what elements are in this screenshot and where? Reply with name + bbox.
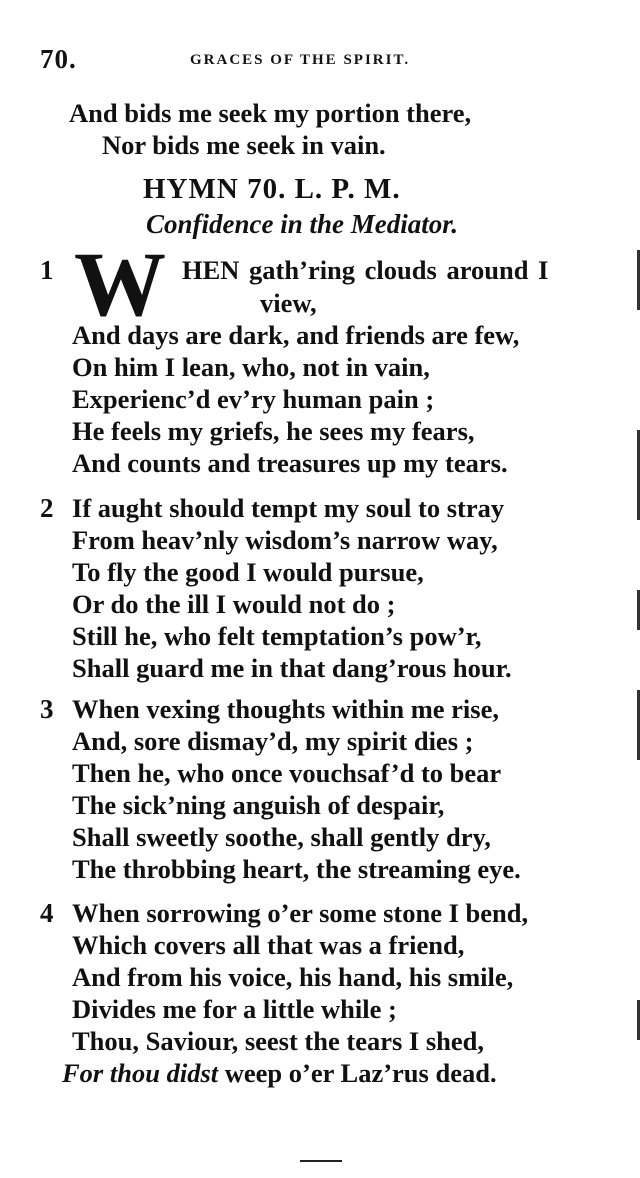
verse-number: 1 xyxy=(40,255,54,285)
page-number: 70. xyxy=(40,44,77,74)
running-head xyxy=(40,44,600,74)
carryover-line: Nor bids me seek in vain. xyxy=(102,130,386,160)
verse-line: To fly the good I would pursue, xyxy=(72,557,424,587)
verse-line: Experienc’d ev’ry human pain ; xyxy=(72,384,435,414)
line-remainder: weep o’er Laz’rus dead. xyxy=(218,1058,497,1088)
running-title: GRACES OF THE SPIRIT. xyxy=(190,52,411,68)
verse-line: Or do the ill I would not do ; xyxy=(72,589,396,619)
verse-line: HEN gath’ring clouds around I xyxy=(182,255,549,285)
verse-line: Divides me for a little while ; xyxy=(72,994,397,1024)
verse-line: And, sore dismay’d, my spirit dies ; xyxy=(72,726,474,756)
verse-line: Shall guard me in that dang’rous hour. xyxy=(72,653,512,683)
drop-cap: W xyxy=(74,233,166,335)
verse-line: Still he, who felt temptation’s pow’r, xyxy=(72,621,482,651)
verse-line: Thou, Saviour, seest the tears I shed, xyxy=(72,1026,485,1056)
carryover-line: And bids me seek my portion there, xyxy=(69,98,472,128)
verse-line-last xyxy=(62,1058,497,1088)
verse-line: The sick’ning anguish of despair, xyxy=(72,790,445,820)
verse-line: From heav’nly wisdom’s narrow way, xyxy=(72,525,498,555)
verse-line: When sorrowing o’er some stone I bend, xyxy=(72,898,529,928)
verse-line: When vexing thoughts within me rise, xyxy=(72,694,499,724)
verse-line: He feels my griefs, he sees my fears, xyxy=(72,416,475,446)
verse-line: And from his voice, his hand, his smile, xyxy=(72,962,514,992)
verse-number: 2 xyxy=(40,493,54,523)
verse-line: And days are dark, and friends are few, xyxy=(72,320,520,350)
verse-line: Shall sweetly soothe, shall gently dry, xyxy=(72,822,491,852)
closing-rule xyxy=(300,1160,342,1162)
verse-number: 3 xyxy=(40,694,54,724)
verse-line: And counts and treasures up my tears. xyxy=(72,448,508,478)
verse-line: view, xyxy=(260,288,317,318)
verse-line: If aught should tempt my soul to stray xyxy=(72,493,505,523)
verse-line: Then he, who once vouchsaf’d to bear xyxy=(72,758,502,788)
hymn-heading: HYMN 70. L. P. M. xyxy=(143,173,401,205)
verse-line: The throbbing heart, the streaming eye. xyxy=(72,854,521,884)
verse-line: On him I lean, who, not in vain, xyxy=(72,352,430,382)
italic-phrase: For thou didst xyxy=(62,1058,219,1088)
verse-line: Which covers all that was a friend, xyxy=(72,930,465,960)
verse-number: 4 xyxy=(40,898,54,928)
hymn-subtitle: Confidence in the Mediator. xyxy=(146,209,459,239)
